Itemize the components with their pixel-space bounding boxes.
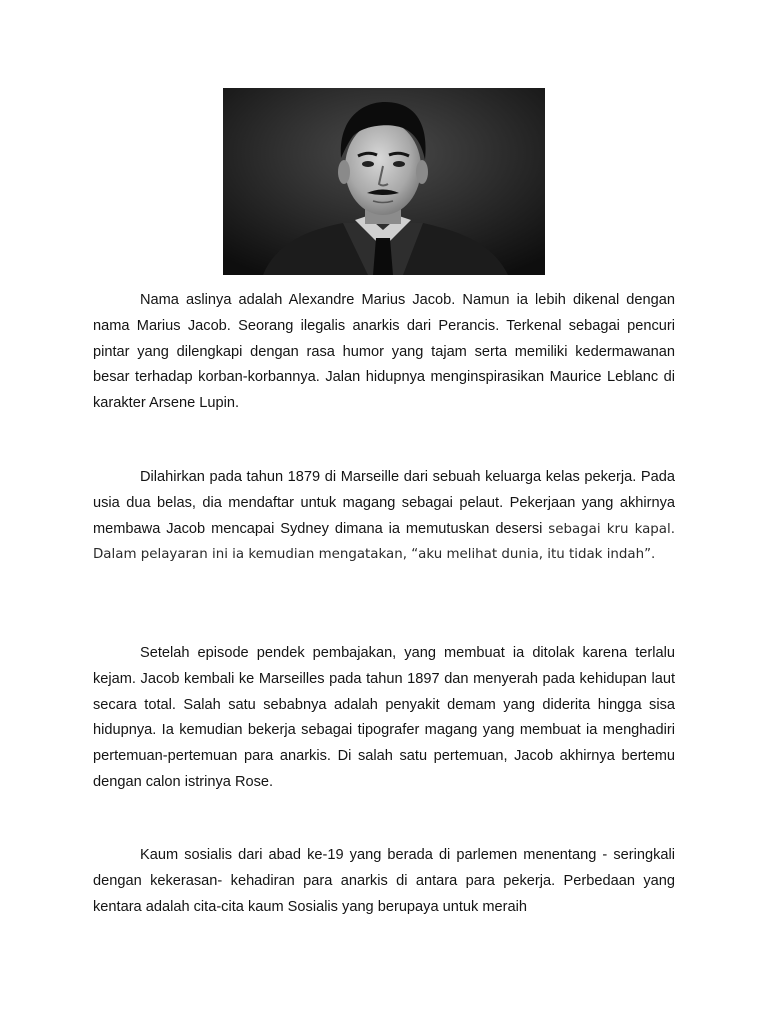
paragraph-4	[93, 843, 675, 920]
paragraph-3	[93, 641, 675, 796]
paragraph-4-text: Kaum sosialis dari abad ke-19 yang berada di parlemen menentang - seringkali dengan kekerasan- kehadiran para anarkis di antara para pekerja. Perbedaan yang kentara adalah cita-cita kaum Sosialis yang berupaya untuk meraih	[93, 847, 675, 915]
paragraph-2-text: Dilahirkan pada tahun 1879 di Marseille dari sebuah keluarga kelas pekerja. Pada usia dua belas, dia mendaftar untuk magang sebagai pelaut. Pekerjaan yang akhirnya membawa Jacob mencapai Sydney dimana ia memutuskan desersi	[93, 469, 675, 537]
paragraph-2	[93, 465, 675, 568]
paragraph-3-text: Setelah episode pendek pembajakan, yang membuat ia ditolak karena terlalu kejam. Jacob kembali ke Marseilles pada tahun 1897 dan menyerah pada kehidupan laut secara total. Salah satu sebabnya adalah penyakit demam yang diderita hingga sisa hidupnya. Ia kemudian bekerja sebagai tipografer magang yang membuat ia menghadiri pertemuan-pertemuan para anarkis. Di salah satu pertemuan, Jacob akhirnya bertemu dengan calon istrinya Rose.	[93, 645, 675, 790]
paragraph-2-text-continued: sebagai kru kapal. Dalam pelayaran ini ia kemudian mengatakan, “aku melihat dunia, itu tidak indah”.	[93, 521, 675, 563]
paragraph-1-text: Nama aslinya adalah Alexandre Marius Jacob. Namun ia lebih dikenal dengan nama Marius Jacob. Seorang ilegalis anarkis dari Perancis. Terkenal sebagai pencuri pintar yang dilengkapi dengan rasa humor yang tajam serta memiliki kedermawanan besar terhadap korban-korbannya. Jalan hidupnya menginspirasikan Maurice Leblanc di karakter Arsene Lupin.	[93, 292, 675, 412]
paragraph-1	[93, 288, 675, 417]
portrait-photo	[223, 88, 545, 275]
